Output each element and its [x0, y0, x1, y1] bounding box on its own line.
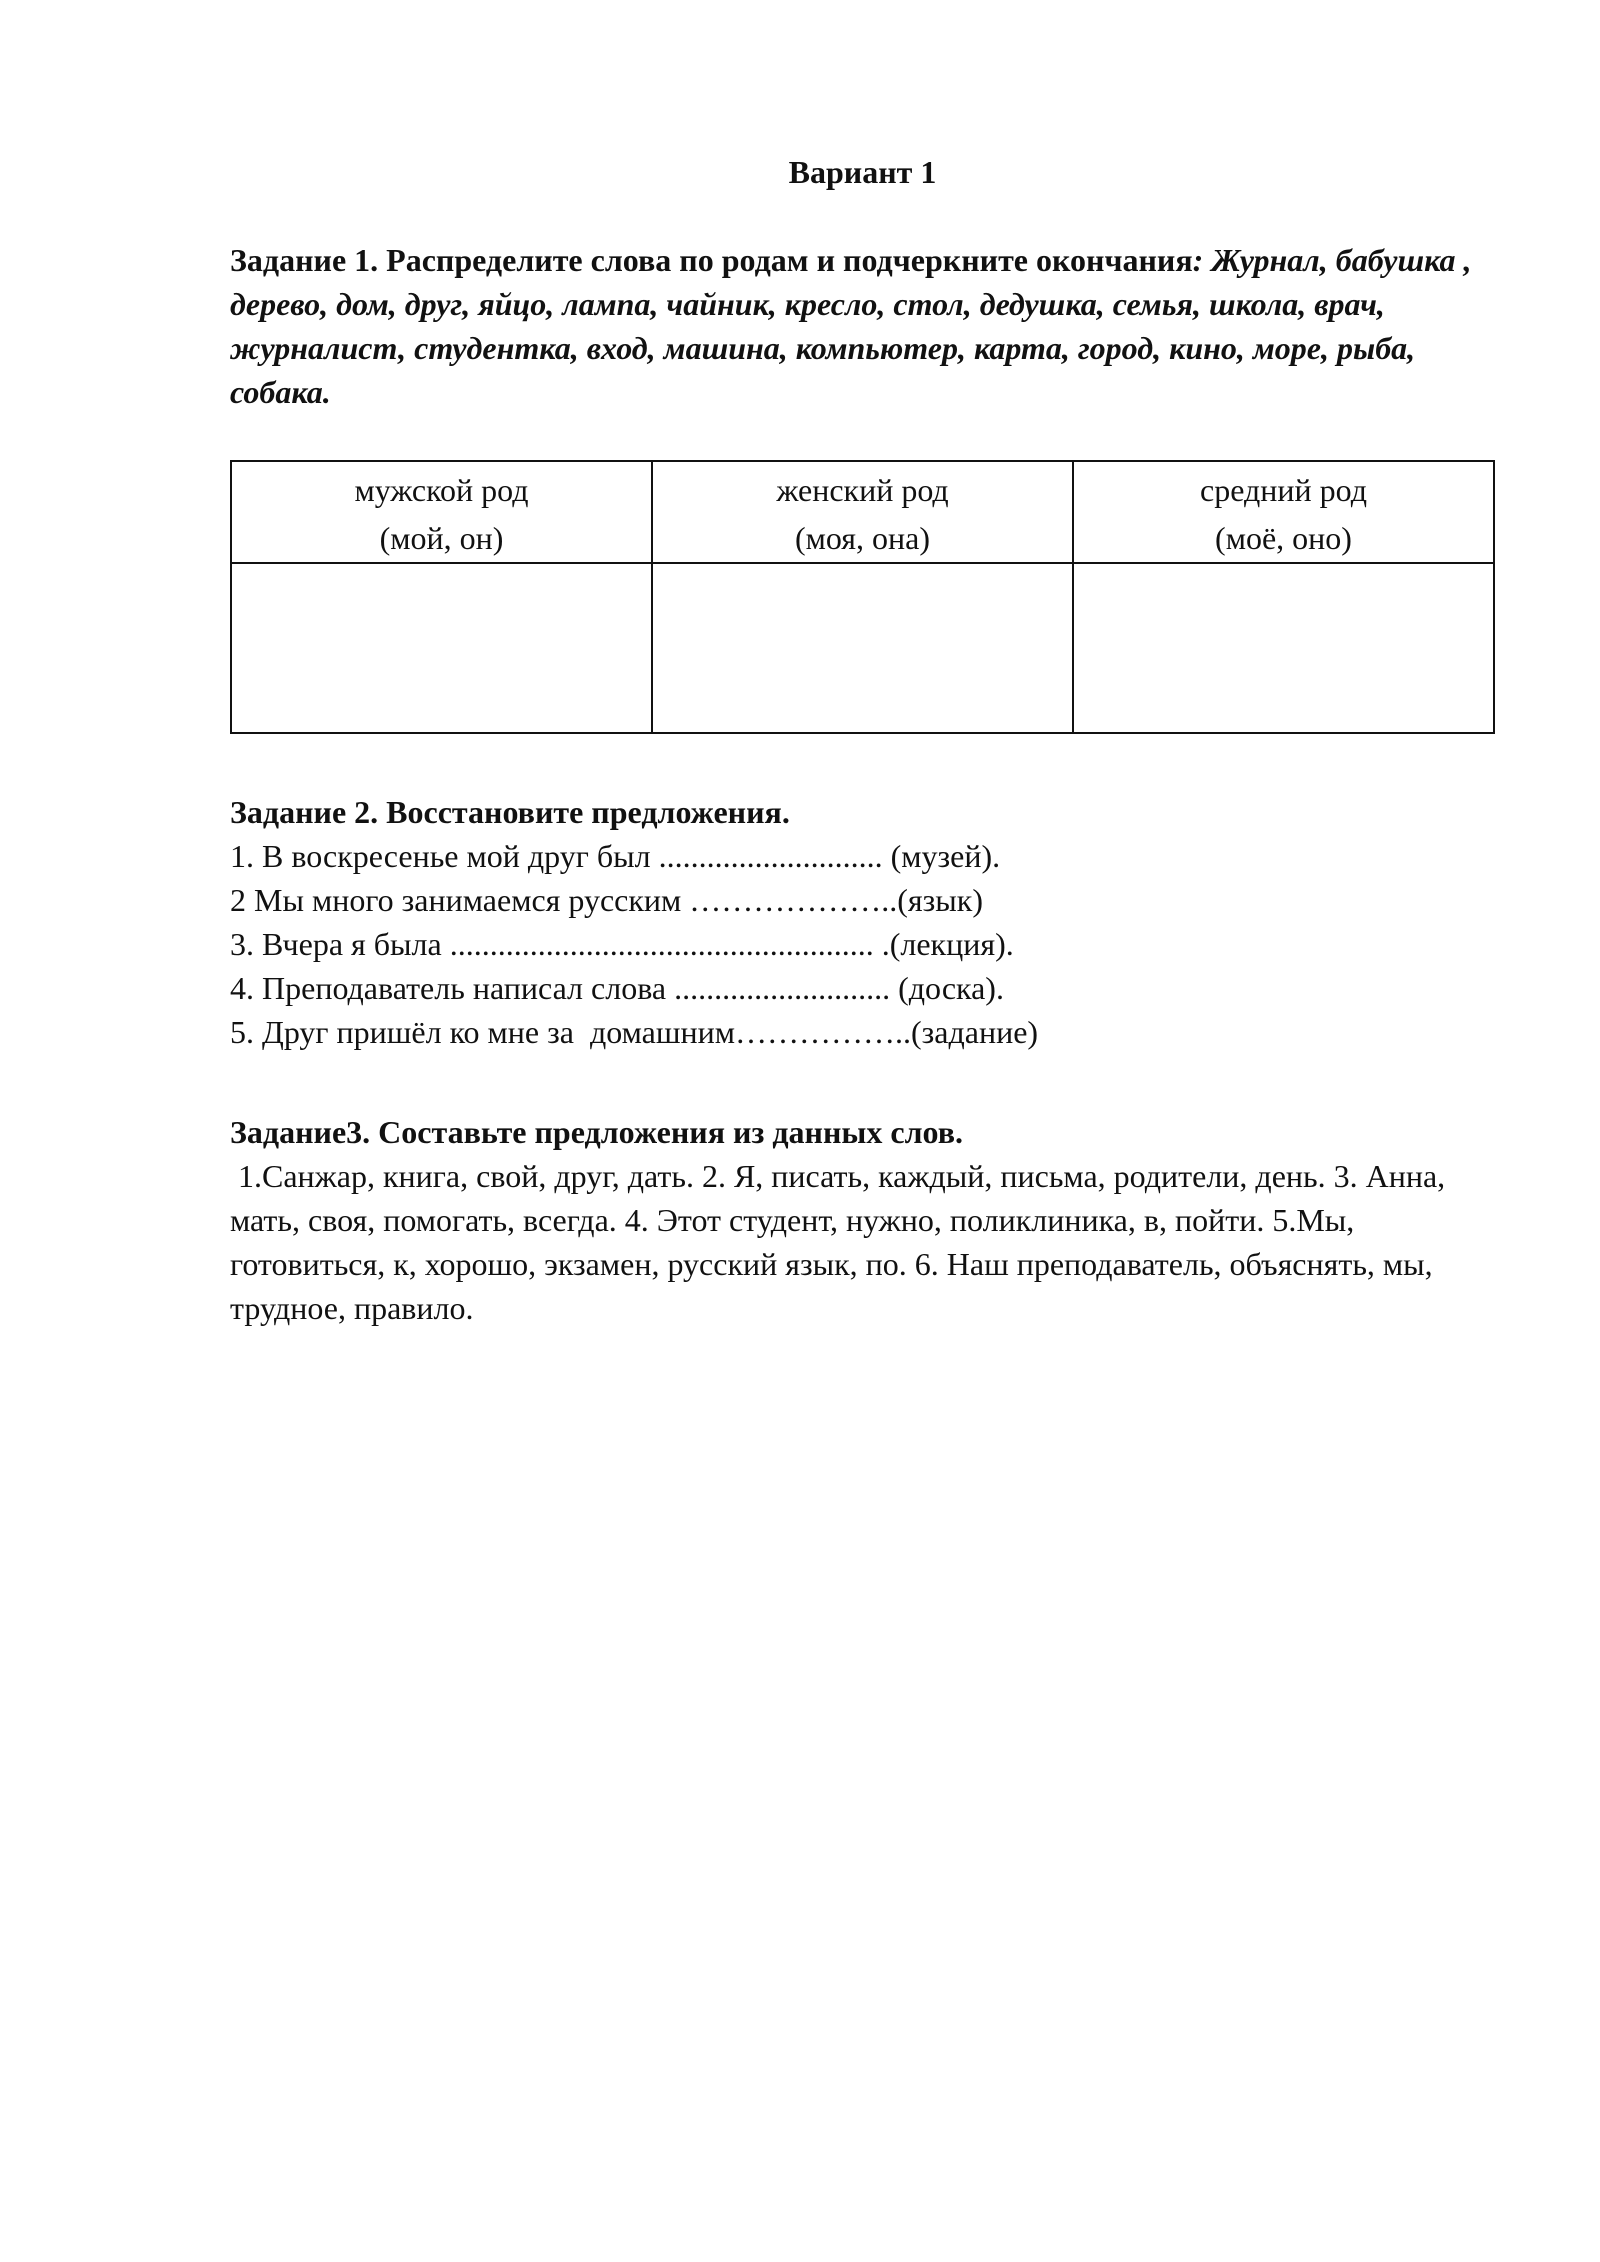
feminine-label: женский род — [776, 472, 949, 508]
task2-item: 3. Вчера я была ..................................................... .(лекция). — [230, 926, 1014, 962]
task3-word-sets: 1.Санжар, книга, свой, друг, дать. 2. Я, писать, каждый, письма, родители, день. 3. Анна, мать, своя, помогать, всегда. 4. Этот студент, нужно, поликлиника, в, пойти. 5.Мы, готовиться, к, хорошо, экзамен, русский язык, по. 6. Наш преподаватель, объяснять, мы, трудное, правило. — [230, 1158, 1454, 1326]
feminine-pronouns: (моя, она) — [795, 520, 930, 556]
masculine-column-header — [231, 461, 652, 563]
neuter-pronouns: (моё, оно) — [1215, 520, 1352, 556]
task2-item: 4. Преподаватель написал слова ........................... (доска). — [230, 970, 1004, 1006]
feminine-answer-cell[interactable] — [652, 563, 1073, 733]
masculine-answer-cell[interactable] — [231, 563, 652, 733]
task1-word-list: Журнал, бабушка , дерево, дом, друг, яйцо, лампа, чайник, кресло, стол, дедушка, семья, школа, врач, журналист, студентка, вход, машина, компьютер, карта, город, кино, море, рыба, собака. — [230, 242, 1472, 410]
gender-table — [230, 460, 1495, 734]
variant-title: Вариант 1 — [788, 154, 937, 190]
neuter-answer-cell[interactable] — [1073, 563, 1494, 733]
task2-item: 2 Мы много занимаемся русским ………………..(язык) — [230, 882, 983, 918]
worksheet-page — [230, 150, 1495, 1330]
neuter-column-header — [1073, 461, 1494, 563]
neuter-label: средний род — [1200, 472, 1367, 508]
masculine-pronouns: (мой, он) — [379, 520, 504, 556]
task2-heading: Задание 2. Восстановите предложения. — [230, 794, 790, 830]
feminine-column-header — [652, 461, 1073, 563]
masculine-label: мужской род — [354, 472, 529, 508]
task3-heading: Задание3. Составьте предложения из данных слов. — [230, 1114, 963, 1150]
task2-item: 5. Друг пришёл ко мне за домашним……………..(задание) — [230, 1014, 1039, 1050]
gender-table-answer-row — [231, 563, 1494, 733]
task1-colon: : — [1192, 242, 1204, 278]
task2-item: 1. В воскресенье мой друг был ............................ (музей). — [230, 838, 1001, 874]
task3-section — [230, 1110, 1495, 1330]
task1-heading: Задание 1. Распределите слова по родам и подчеркните окончания — [230, 242, 1193, 278]
task1-instructions — [230, 238, 1495, 414]
gender-table-header-row — [231, 461, 1494, 563]
task2-section — [230, 790, 1495, 1054]
